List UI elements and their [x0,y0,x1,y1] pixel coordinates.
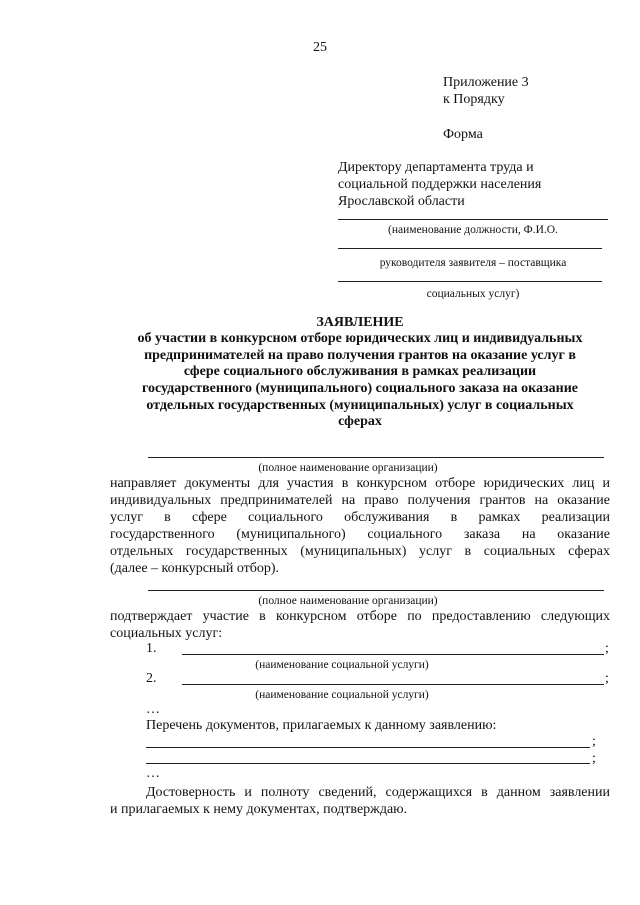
organization-caption-2: (полное наименование организации) [258,595,438,607]
addressee-line-3: Ярославской области [338,194,465,209]
heading-line-6: сферах [338,414,382,429]
paragraph-2-line-1: подтверждает участие в конкурсном отборе по предоставлению следующих [110,609,610,624]
appendix-order: к Порядку [443,92,505,107]
organization-fill-line-2 [148,590,604,591]
service-caption-1: (наименование социальной услуги) [255,659,429,671]
paragraph-1-line-1: направляет документы для участия в конкурсном отборе юридических лиц и [110,476,610,491]
ellipsis-1: … [146,702,160,717]
service-item-1-semicolon: ; [605,641,609,656]
paragraph-3-line-1: Достоверность и полноту сведений, содержащихся в данном заявлении [146,785,610,800]
addressee-line-2: социальной поддержки населения [338,177,542,192]
form-label: Форма [443,127,483,142]
document-2-semicolon: ; [592,751,596,766]
addressee-line-1: Директору департамента труда и [338,160,534,175]
document-2-fill-line [146,763,590,764]
addressee-caption-2: руководителя заявителя – поставщика [379,257,567,269]
paragraph-3-line-2: и прилагаемых к нему документах, подтверждаю. [110,802,408,817]
service-item-1-number: 1. [146,641,157,656]
organization-fill-line-1 [148,457,604,458]
paragraph-1-line-4: государственного (муниципального) социального заказа на оказание [110,527,610,542]
heading-line-2: предпринимателей на право получения грантов на оказание услуг в [144,348,576,363]
ellipsis-2: … [146,766,160,781]
addressee-caption-1: (наименование должности, Ф.И.О. [388,224,558,236]
service-caption-2: (наименование социальной услуги) [255,689,429,701]
service-item-2-fill-line [182,684,604,685]
paragraph-1-line-2: индивидуальных предпринимателей на право получения грантов на оказание [110,493,610,508]
paragraph-2-line-2: социальных услуг: [110,626,223,641]
heading-line-4: государственного (муниципального) социального заказа на оказание [142,381,578,396]
heading-line-1: об участии в конкурсном отборе юридических лиц и индивидуальных [137,331,583,346]
heading-line-3: сфере социального обслуживания в рамках реализации [183,364,537,379]
document-title: ЗАЯВЛЕНИЕ [316,315,404,330]
paragraph-1-line-5: отдельных государственных (муниципальных) услуг в социальных сферах [110,544,610,559]
addressee-fill-line-2 [338,248,602,249]
service-item-2-semicolon: ; [605,671,609,686]
documents-heading: Перечень документов, прилагаемых к данному заявлению: [146,718,497,733]
service-item-1-fill-line [182,654,604,655]
heading-line-5: отдельных государственных (муниципальных) услуг в социальных [146,398,574,413]
service-item-2-number: 2. [146,671,157,686]
addressee-fill-line-1 [338,219,608,220]
page-number: 25 [313,40,327,55]
addressee-caption-3: социальных услуг) [426,288,520,300]
appendix-label: Приложение 3 [443,75,529,90]
addressee-fill-line-3 [338,281,602,282]
document-1-semicolon: ; [592,734,596,749]
document-1-fill-line [146,747,590,748]
paragraph-1-line-6: (далее – конкурсный отбор). [110,561,280,576]
organization-caption-1: (полное наименование организации) [258,462,438,474]
paragraph-1-line-3: услуг в сфере социального обслуживания в рамках реализации [110,510,610,525]
